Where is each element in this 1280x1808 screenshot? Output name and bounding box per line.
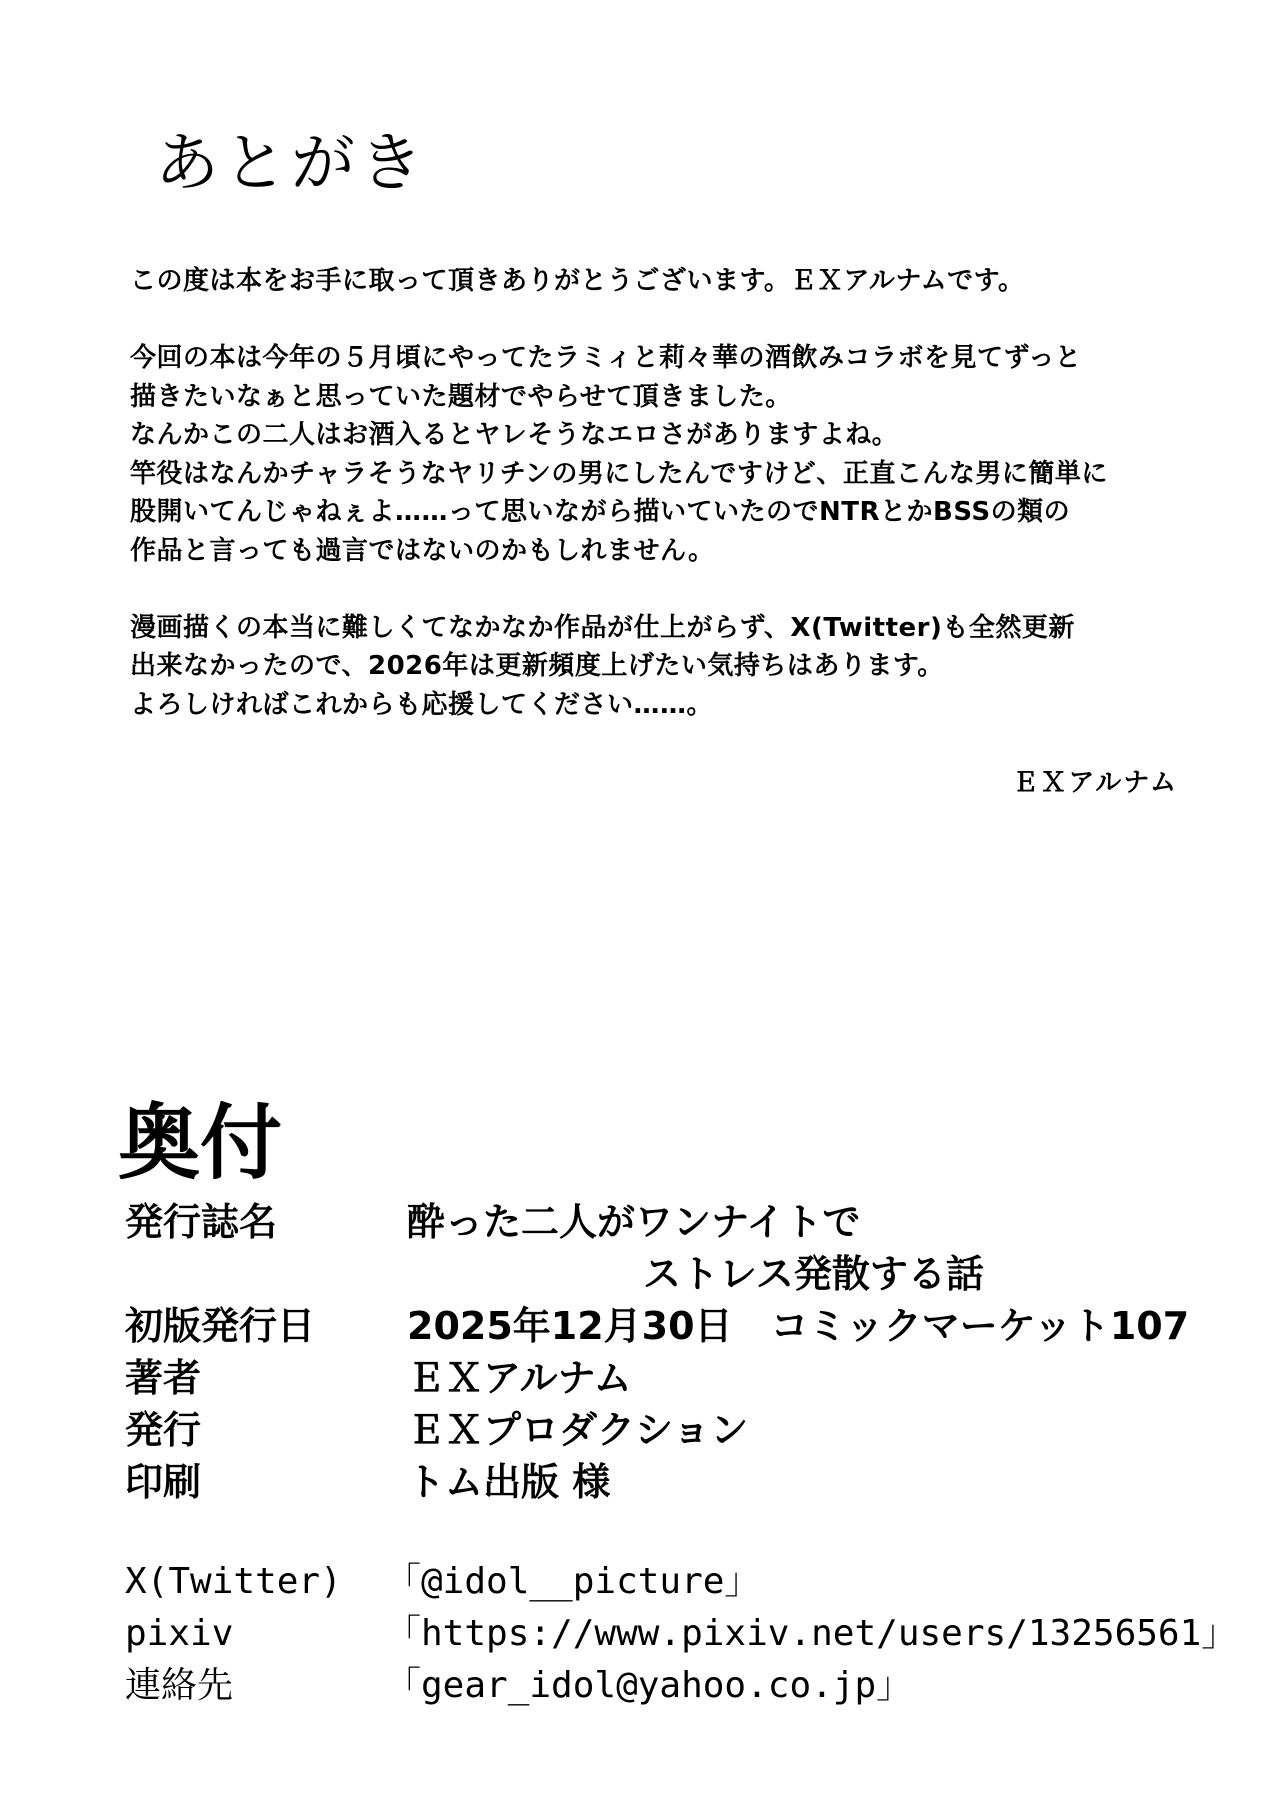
afterword-paragraph xyxy=(130,262,1210,301)
afterword-line: 出来なかったので、2026年は更新頻度上げたい気持ちはあります。 xyxy=(130,651,944,681)
contact-value: 「gear_idol@yahoo.co.jp」 xyxy=(385,1665,913,1706)
contact-label: X(Twitter) xyxy=(125,1561,342,1602)
colophon-row-publisher xyxy=(125,1404,1225,1456)
colophon-label: 発行 xyxy=(125,1408,202,1452)
afterword-line: よろしければこれからも応援してください……。 xyxy=(130,689,714,720)
afterword-paragraph xyxy=(130,609,1210,725)
colophon-label: 著者 xyxy=(125,1356,202,1400)
afterword-line: 作品と言っても過言ではないのかもしれません。 xyxy=(130,535,715,566)
colophon-value: ＥＸプロダクション xyxy=(407,1408,749,1452)
afterword-signature: ＥＸアルナム xyxy=(1012,768,1178,798)
afterword-line: 描きたいなぁと思っていた題材でやらせて頂きました。 xyxy=(130,381,792,412)
colophon-table xyxy=(125,1196,1225,1508)
colophon-row-title xyxy=(125,1196,1225,1248)
afterword-line: 今回の本は今年の５月頃にやってたラミィと莉々華の酒飲みコラボを見てずっと xyxy=(130,343,1082,373)
afterword-paragraph xyxy=(130,339,1210,570)
colophon-value: 2025年12月30日 コミックマーケット107 xyxy=(407,1304,1190,1348)
contact-value: 「@idol__picture」 xyxy=(385,1561,761,1602)
afterword-line: この度は本をお手に取って頂きありがとうございます。ＥＸアルナムです。 xyxy=(130,266,1025,296)
contact-label: pixiv xyxy=(125,1613,234,1654)
colophon-value: トム出版 様 xyxy=(407,1460,611,1504)
afterword-line: なんかこの二人はお酒入るとヤレそうなエロさがありますよね。 xyxy=(130,420,899,450)
colophon-row-author xyxy=(125,1352,1225,1404)
colophon-row-printer xyxy=(125,1456,1225,1508)
contact-row-pixiv xyxy=(125,1608,1238,1660)
afterword-line: 竿役はなんかチャラそうなヤリチンの男にしたんですけど、正直こんな男に簡単に xyxy=(130,458,1108,489)
contact-value: 「https://www.pixiv.net/users/13256561」 xyxy=(385,1613,1238,1654)
contact-row-twitter xyxy=(125,1556,1225,1608)
colophon-value: ストレス発散する話 xyxy=(643,1252,984,1296)
colophon-value: ＥＸアルナム xyxy=(407,1356,632,1400)
colophon-label: 初版発行日 xyxy=(125,1304,316,1348)
afterword-body xyxy=(130,262,1210,763)
colophon-label: 発行誌名 xyxy=(125,1200,278,1244)
colophon-value: 酔った二人がワンナイトで xyxy=(407,1200,861,1244)
contact-row-email xyxy=(125,1660,1225,1712)
colophon-row-date xyxy=(125,1300,1225,1352)
colophon-label: 印刷 xyxy=(125,1460,202,1504)
afterword-line: 漫画描くの本当に難しくてなかなか作品が仕上がらず、X(Twitter)も全然更新 xyxy=(130,612,1075,643)
afterword-title: あとがき xyxy=(155,127,427,201)
colophon-title: 奥付 xyxy=(118,1096,283,1191)
colophon-row-title-cont xyxy=(125,1248,1225,1300)
contact-list xyxy=(125,1556,1238,1712)
afterword-line: 股開いてんじゃねぇよ……って思いながら描いていたのでNTRとかBSSの類の xyxy=(130,497,1071,527)
contact-label: 連絡先 xyxy=(125,1665,234,1706)
